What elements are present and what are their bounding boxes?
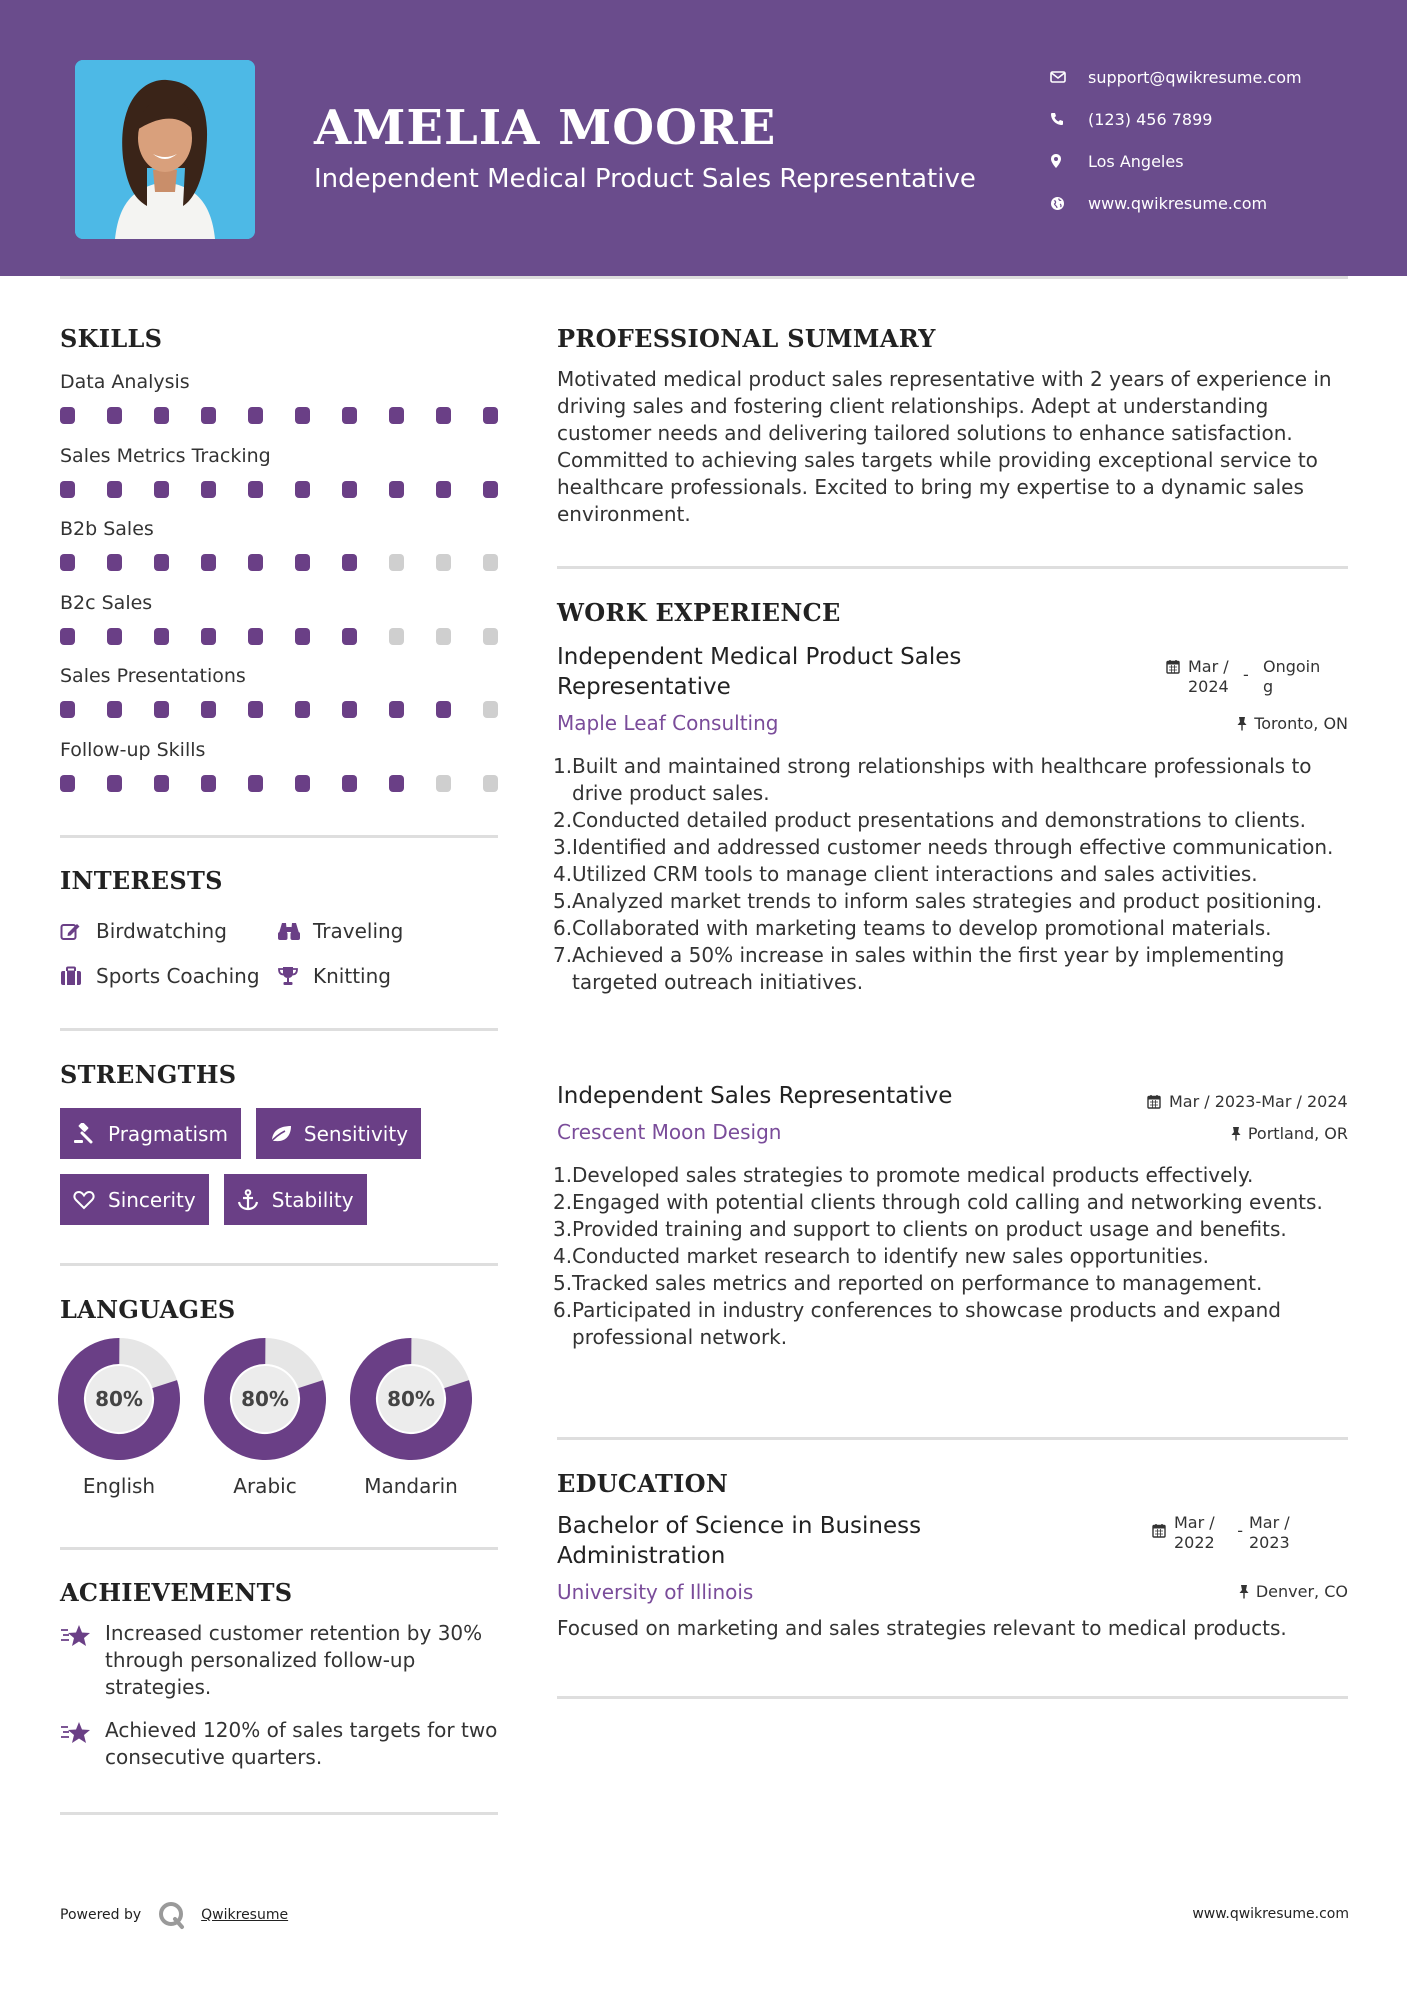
section-divider [60, 1547, 498, 1550]
company-name[interactable]: Maple Leaf Consulting [557, 711, 779, 735]
skill-dot [342, 481, 357, 498]
bullet-text: Collaborated with marketing teams to develop promotional materials. [572, 916, 1272, 940]
skill-item [60, 589, 500, 663]
company-name[interactable]: Crescent Moon Design [557, 1120, 782, 1144]
language-name: Mandarin [364, 1474, 458, 1498]
skill-dot [483, 701, 498, 718]
qwikresume-logo-icon [157, 1900, 187, 1930]
skill-dot [201, 701, 216, 718]
language-percent: 80% [241, 1387, 289, 1411]
achievements-list [60, 1620, 500, 1787]
skill-dot [342, 407, 357, 424]
briefcase-icon [60, 966, 96, 986]
interests-heading: INTERESTS [60, 866, 223, 895]
contact-phone-text: (123) 456 7899 [1088, 109, 1213, 129]
skill-dot [436, 628, 451, 645]
shooting-star-icon [60, 1620, 105, 1701]
phone-icon [1050, 112, 1088, 126]
skill-dot [389, 554, 404, 571]
job-date-range: Mar / 2023-Mar / 2024 [1169, 1092, 1348, 1111]
skill-dot [483, 407, 498, 424]
bullet-text: Conducted detailed product presentations and demonstrations to clients. [572, 808, 1307, 832]
contact-website[interactable] [1050, 182, 1390, 224]
skills-list [60, 368, 500, 809]
skill-dot [295, 628, 310, 645]
skills-heading: SKILLS [60, 324, 163, 353]
interest-label: Knitting [313, 963, 391, 988]
skill-dot [60, 628, 75, 645]
language-item [204, 1338, 326, 1498]
skill-rating [60, 407, 498, 424]
contact-email-text: support@qwikresume.com [1088, 67, 1302, 87]
strength-badge [256, 1108, 421, 1159]
skill-dot [389, 481, 404, 498]
education-description: Focused on marketing and sales strategies relevant to medical products. [557, 1616, 1287, 1640]
header-banner [0, 0, 1407, 276]
strength-badge [224, 1174, 367, 1225]
section-divider [557, 1437, 1348, 1440]
contact-location [1050, 140, 1390, 182]
strength-label: Sensitivity [303, 1121, 409, 1146]
interest-label: Traveling [313, 918, 404, 943]
skill-dot [60, 554, 75, 571]
skill-item [60, 662, 500, 736]
pushpin-icon [1239, 1584, 1249, 1599]
heart-icon [73, 1190, 108, 1210]
skill-dot [295, 554, 310, 571]
skill-dot [436, 701, 451, 718]
skill-dot [201, 628, 216, 645]
interest-label: Sports Coaching [96, 963, 260, 988]
skill-dot [248, 775, 263, 792]
section-divider [557, 566, 1348, 569]
job-bullets [553, 1162, 1353, 1351]
skill-dot [342, 775, 357, 792]
bullet-text: Provided training and support to clients on product usage and benefits. [572, 1217, 1287, 1241]
achievement-text: Achieved 120% of sales targets for two consecutive quarters. [105, 1718, 498, 1769]
skill-dot [154, 701, 169, 718]
footer-website[interactable]: www.qwikresume.com [1192, 1906, 1349, 1922]
strengths-list [60, 1108, 510, 1240]
bullet-item: 3. Identified and addressed customer needs through effective communication. [553, 835, 1334, 859]
bullet-item: 6. Collaborated with marketing teams to develop promotional materials. [553, 916, 1272, 940]
skill-dot [60, 775, 75, 792]
job-dates [1147, 1092, 1348, 1113]
candidate-name: AMELIA MOORE [314, 100, 777, 156]
job-title: Independent Medical Product Sales Representative [557, 644, 962, 700]
strength-badge [60, 1174, 209, 1225]
bullet-text: Built and maintained strong relationships with healthcare professionals to drive product sales. [572, 754, 1312, 805]
skill-dot [342, 701, 357, 718]
bullet-text: Tracked sales metrics and reported on performance to management. [572, 1271, 1263, 1295]
header-divider [60, 276, 1348, 279]
skill-dot [295, 775, 310, 792]
interest-item [277, 919, 403, 943]
skill-dot [483, 554, 498, 571]
skill-dot [389, 407, 404, 424]
skill-dot [436, 554, 451, 571]
contact-email[interactable] [1050, 56, 1390, 98]
job-location-text: Portland, OR [1247, 1124, 1348, 1143]
contact-location-text: Los Angeles [1088, 151, 1184, 171]
language-item [350, 1338, 472, 1498]
bullet-item: 4. Conducted market research to identify new sales opportunities. [553, 1244, 1209, 1268]
bullet-item: 2. Conducted detailed product presentations and demonstrations to clients. [553, 808, 1307, 832]
job-start-date: Mar / 2024 [1188, 657, 1229, 696]
leaf-icon [269, 1124, 304, 1144]
skill-dot [342, 628, 357, 645]
bullet-item: 5. Tracked sales metrics and reported on performance to management. [553, 1271, 1263, 1295]
skill-name: Sales Metrics Tracking [60, 444, 271, 467]
skill-dot [389, 628, 404, 645]
education-location [1060, 1582, 1348, 1601]
pencil-square-icon [60, 921, 96, 941]
calendar-icon [1147, 1092, 1169, 1113]
school-name[interactable]: University of Illinois [557, 1580, 754, 1604]
shooting-star-icon [60, 1717, 105, 1771]
trophy-icon [277, 966, 313, 986]
achievement-text: Increased customer retention by 30% through personalized follow-up strategies. [105, 1621, 483, 1699]
skill-dot [248, 628, 263, 645]
globe-icon [1050, 196, 1088, 211]
strengths-heading: STRENGTHS [60, 1060, 237, 1089]
skill-dot [60, 701, 75, 718]
skill-dot [107, 481, 122, 498]
contact-phone[interactable] [1050, 98, 1390, 140]
achievements-heading: ACHIEVEMENTS [60, 1578, 293, 1607]
location-pin-icon [1050, 153, 1088, 169]
skill-dot [154, 628, 169, 645]
skill-name: B2b Sales [60, 518, 154, 540]
skill-dot [107, 554, 122, 571]
skill-dot [295, 701, 310, 718]
strength-label: Stability [271, 1187, 354, 1212]
skill-dot [201, 481, 216, 498]
skill-dot [248, 701, 263, 718]
calendar-icon [1166, 657, 1188, 678]
skill-dot [60, 407, 75, 424]
bullet-item: 5. Analyzed market trends to inform sales strategies and product positioning. [553, 889, 1323, 913]
bullet-item: 1. Developed sales strategies to promote medical products effectively. [553, 1163, 1254, 1187]
strength-label: Pragmatism [108, 1121, 228, 1146]
bullet-text: Developed sales strategies to promote medical products effectively. [572, 1163, 1254, 1187]
education-heading: EDUCATION [557, 1469, 729, 1498]
strength-label: Sincerity [108, 1187, 196, 1212]
job-end-date: Ongoing [1263, 657, 1321, 696]
skill-rating [60, 775, 498, 792]
achievement-item [60, 1620, 500, 1701]
anchor-icon [237, 1189, 272, 1211]
skill-dot [248, 481, 263, 498]
education-end-date: Mar / 2023 [1249, 1513, 1290, 1552]
pushpin-icon [1231, 1126, 1241, 1141]
skill-dot [201, 407, 216, 424]
job-dates: Mar / 2024 - Ongoing [1166, 657, 1328, 697]
contact-website-text: www.qwikresume.com [1088, 193, 1268, 213]
skill-dot [201, 554, 216, 571]
bullet-item: 6. Participated in industry conferences to showcase products and expand professional network. [553, 1297, 1353, 1351]
section-divider [60, 1263, 498, 1266]
skill-dot [436, 775, 451, 792]
experience-heading: WORK EXPERIENCE [557, 598, 841, 627]
job-location [1060, 1124, 1348, 1143]
job-location [1060, 714, 1348, 733]
bullet-item: 2. Engaged with potential clients through cold calling and networking events. [553, 1190, 1323, 1214]
skill-rating [60, 628, 498, 645]
skill-item [60, 736, 500, 810]
skill-dot [436, 481, 451, 498]
bullet-text: Analyzed market trends to inform sales strategies and product positioning. [572, 889, 1323, 913]
candidate-title: Independent Medical Product Sales Representative [314, 164, 976, 194]
contact-list [1050, 56, 1390, 224]
bullet-item: 3. Provided training and support to clients on product usage and benefits. [553, 1217, 1287, 1241]
skill-dot [389, 701, 404, 718]
skill-name: Sales Presentations [60, 665, 246, 687]
interest-item [60, 964, 277, 988]
bullet-item: 4. Utilized CRM tools to manage client interactions and sales activities. [553, 862, 1258, 886]
bullet-text: Engaged with potential clients through cold calling and networking events. [572, 1190, 1323, 1214]
skill-rating [60, 481, 498, 498]
section-divider [60, 1028, 498, 1031]
bullet-item: 7. Achieved a 50% increase in sales within the first year by implementing targeted outreach initiatives. [553, 942, 1353, 996]
section-divider [557, 1696, 1348, 1699]
achievement-item [60, 1717, 500, 1771]
degree-title: Bachelor of Science in Business Administration [557, 1513, 922, 1569]
binoculars-icon [277, 921, 313, 941]
interest-label: Birdwatching [96, 918, 227, 943]
skill-rating [60, 701, 498, 718]
skill-dot [295, 481, 310, 498]
skill-item [60, 442, 500, 516]
skill-dot [154, 481, 169, 498]
languages-heading: LANGUAGES [60, 1295, 236, 1324]
language-percent: 80% [95, 1387, 143, 1411]
education-location-text: Denver, CO [1255, 1582, 1348, 1601]
skill-dot [201, 775, 216, 792]
skill-dot [60, 481, 75, 498]
languages-list [58, 1338, 472, 1498]
language-item [58, 1338, 180, 1498]
brand-link[interactable]: Qwikresume [201, 1907, 289, 1923]
skill-dot [154, 407, 169, 424]
skill-dot [483, 628, 498, 645]
skill-dot [107, 628, 122, 645]
language-name: English [82, 1474, 156, 1498]
skill-dot [483, 481, 498, 498]
skill-dot [107, 775, 122, 792]
powered-by-text: Powered by [60, 1907, 142, 1923]
summary-text: Motivated medical product sales representative with 2 years of experience in driving sales and fostering client relationships. Adept at understanding customer needs and delivering tailored solutions to enhance satisfaction. Committed to achieving sales targets while providing exceptional service to healthcare professionals. Excited to bring my expertise to a dynamic sales environment. [557, 367, 1332, 526]
strength-badge [60, 1108, 241, 1159]
skill-dot [107, 407, 122, 424]
skill-name: Follow-up Skills [60, 738, 206, 761]
skill-item [60, 368, 500, 442]
summary-heading: PROFESSIONAL SUMMARY [557, 324, 936, 353]
skill-dot [295, 407, 310, 424]
skill-item [60, 515, 500, 589]
footer-powered-by [60, 1900, 288, 1930]
section-divider [60, 835, 498, 838]
skill-dot [154, 775, 169, 792]
bullet-text: Utilized CRM tools to manage client interactions and sales activities. [572, 862, 1258, 886]
pushpin-icon [1237, 716, 1247, 731]
skill-dot [154, 554, 169, 571]
gavel-icon [73, 1123, 108, 1145]
skill-dot [483, 775, 498, 792]
skill-name: B2c Sales [60, 591, 153, 614]
section-divider [60, 1812, 498, 1815]
calendar-icon [1152, 1513, 1174, 1542]
skill-dot [248, 407, 263, 424]
job-location-text: Toronto, ON [1254, 714, 1348, 733]
job-bullets [553, 753, 1353, 996]
interest-item [60, 919, 277, 943]
skill-rating [60, 554, 498, 571]
language-percent: 80% [387, 1387, 435, 1411]
bullet-item: 1. Built and maintained strong relationships with healthcare professionals to drive product sales. [553, 753, 1353, 807]
interest-item [277, 964, 391, 988]
profile-photo [75, 60, 255, 239]
education-start-date: Mar / 2022 [1174, 1513, 1215, 1552]
skill-name: Data Analysis [60, 371, 190, 393]
skill-dot [389, 775, 404, 792]
envelope-icon [1050, 71, 1088, 83]
bullet-text: Conducted market research to identify new sales opportunities. [572, 1244, 1209, 1268]
skill-dot [107, 701, 122, 718]
skill-dot [342, 554, 357, 571]
interests-list [60, 908, 500, 998]
skill-dot [436, 407, 451, 424]
education-dates: Mar / 2022 - Mar / 2023 [1152, 1513, 1309, 1553]
bullet-text: Participated in industry conferences to showcase products and expand professional network. [572, 1298, 1281, 1349]
job-title: Independent Sales Representative [557, 1083, 953, 1109]
bullet-text: Achieved a 50% increase in sales within the first year by implementing targeted outreach initiatives. [572, 943, 1285, 994]
language-name: Arabic [233, 1474, 297, 1498]
bullet-text: Identified and addressed customer needs through effective communication. [572, 835, 1334, 859]
skill-dot [248, 554, 263, 571]
